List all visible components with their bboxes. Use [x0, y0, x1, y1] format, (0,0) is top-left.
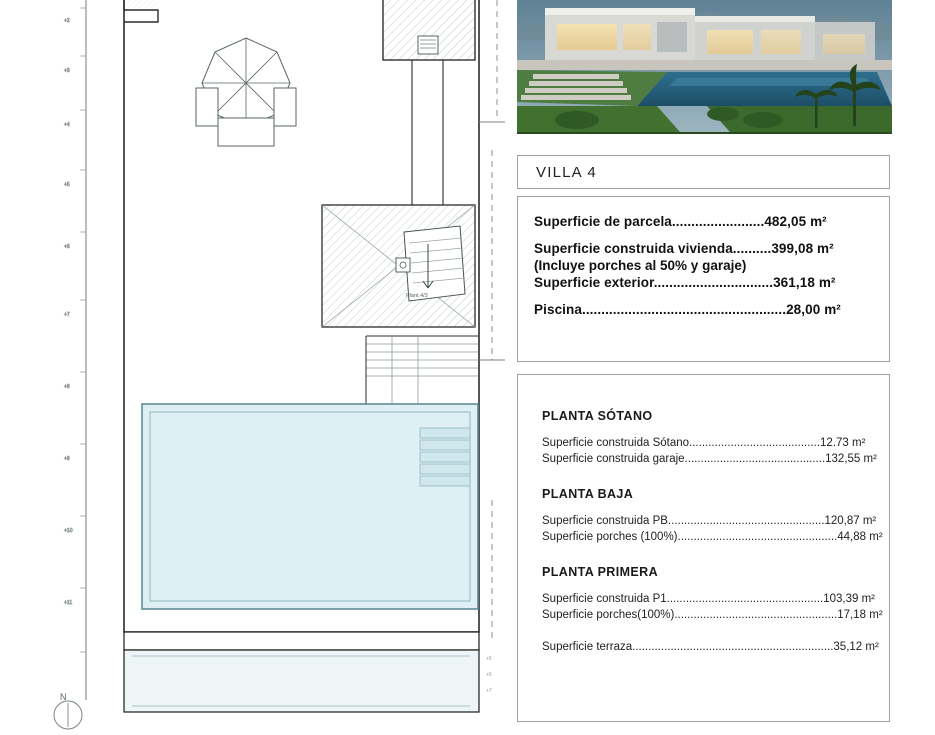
detail-p1-construida: Superficie construida P1.................................................103,39 m² — [542, 593, 875, 605]
svg-text:+11: +11 — [64, 600, 73, 606]
details-box — [517, 374, 890, 722]
summary-note: (Incluye porches al 50% y garaje) — [534, 258, 747, 273]
svg-text:+9: +9 — [64, 456, 70, 462]
detail-pb-construida: Superficie construida PB.................................................120,87 m² — [542, 515, 877, 527]
svg-text:+2: +2 — [64, 18, 70, 24]
svg-text:+6: +6 — [486, 672, 492, 678]
summary-construida-vivienda: Superficie construida vivienda..........399,08 m² — [534, 241, 834, 256]
render-svg — [517, 0, 892, 134]
svg-text:+6: +6 — [64, 244, 70, 250]
detail-sotano-garaje: Superficie construida garaje............................................132,55 m² — [542, 453, 877, 465]
svg-text:+5: +5 — [64, 182, 70, 188]
section-heading-sotano: PLANTA SÓTANO — [542, 409, 653, 423]
svg-text:+3: +3 — [64, 68, 70, 74]
svg-text:+7: +7 — [486, 688, 492, 694]
summary-piscina: Piscina.....................................................28,00 m² — [534, 302, 841, 317]
detail-terraza: Superficie terraza...............................................................35,12 m² — [542, 641, 879, 653]
svg-text:+4: +4 — [64, 122, 70, 128]
section-heading-baja: PLANTA BAJA — [542, 487, 634, 501]
svg-text:+8: +8 — [64, 384, 70, 390]
villa-title-box — [517, 155, 890, 189]
pool — [142, 404, 478, 609]
stair-note: Plant.4/3 — [406, 293, 428, 299]
summary-parcela: Superficie de parcela........................482,05 m² — [534, 214, 827, 229]
detail-pb-porches: Superficie porches (100%)..................................................44,88 m² — [542, 531, 883, 543]
summary-box — [517, 196, 890, 362]
detail-p1-porches: Superficie porches(100%)...................................................17,18 m² — [542, 609, 883, 621]
villa-render-image — [517, 0, 892, 134]
svg-text:+7: +7 — [64, 312, 70, 318]
north-label: N — [60, 692, 67, 702]
summary-exterior: Superficie exterior...............................361,18 m² — [534, 275, 836, 290]
svg-text:+10: +10 — [64, 528, 73, 534]
upper-block — [383, 0, 475, 60]
stair-block — [322, 205, 475, 327]
page-title: VILLA 4 — [536, 163, 597, 181]
section-heading-primera: PLANTA PRIMERA — [542, 565, 659, 579]
info-panel — [515, 0, 935, 735]
lower-terrace — [124, 632, 479, 712]
detail-sotano-construida: Superficie construida Sótano.........................................12.73 m² — [542, 437, 866, 449]
svg-text:+5: +5 — [486, 656, 492, 662]
